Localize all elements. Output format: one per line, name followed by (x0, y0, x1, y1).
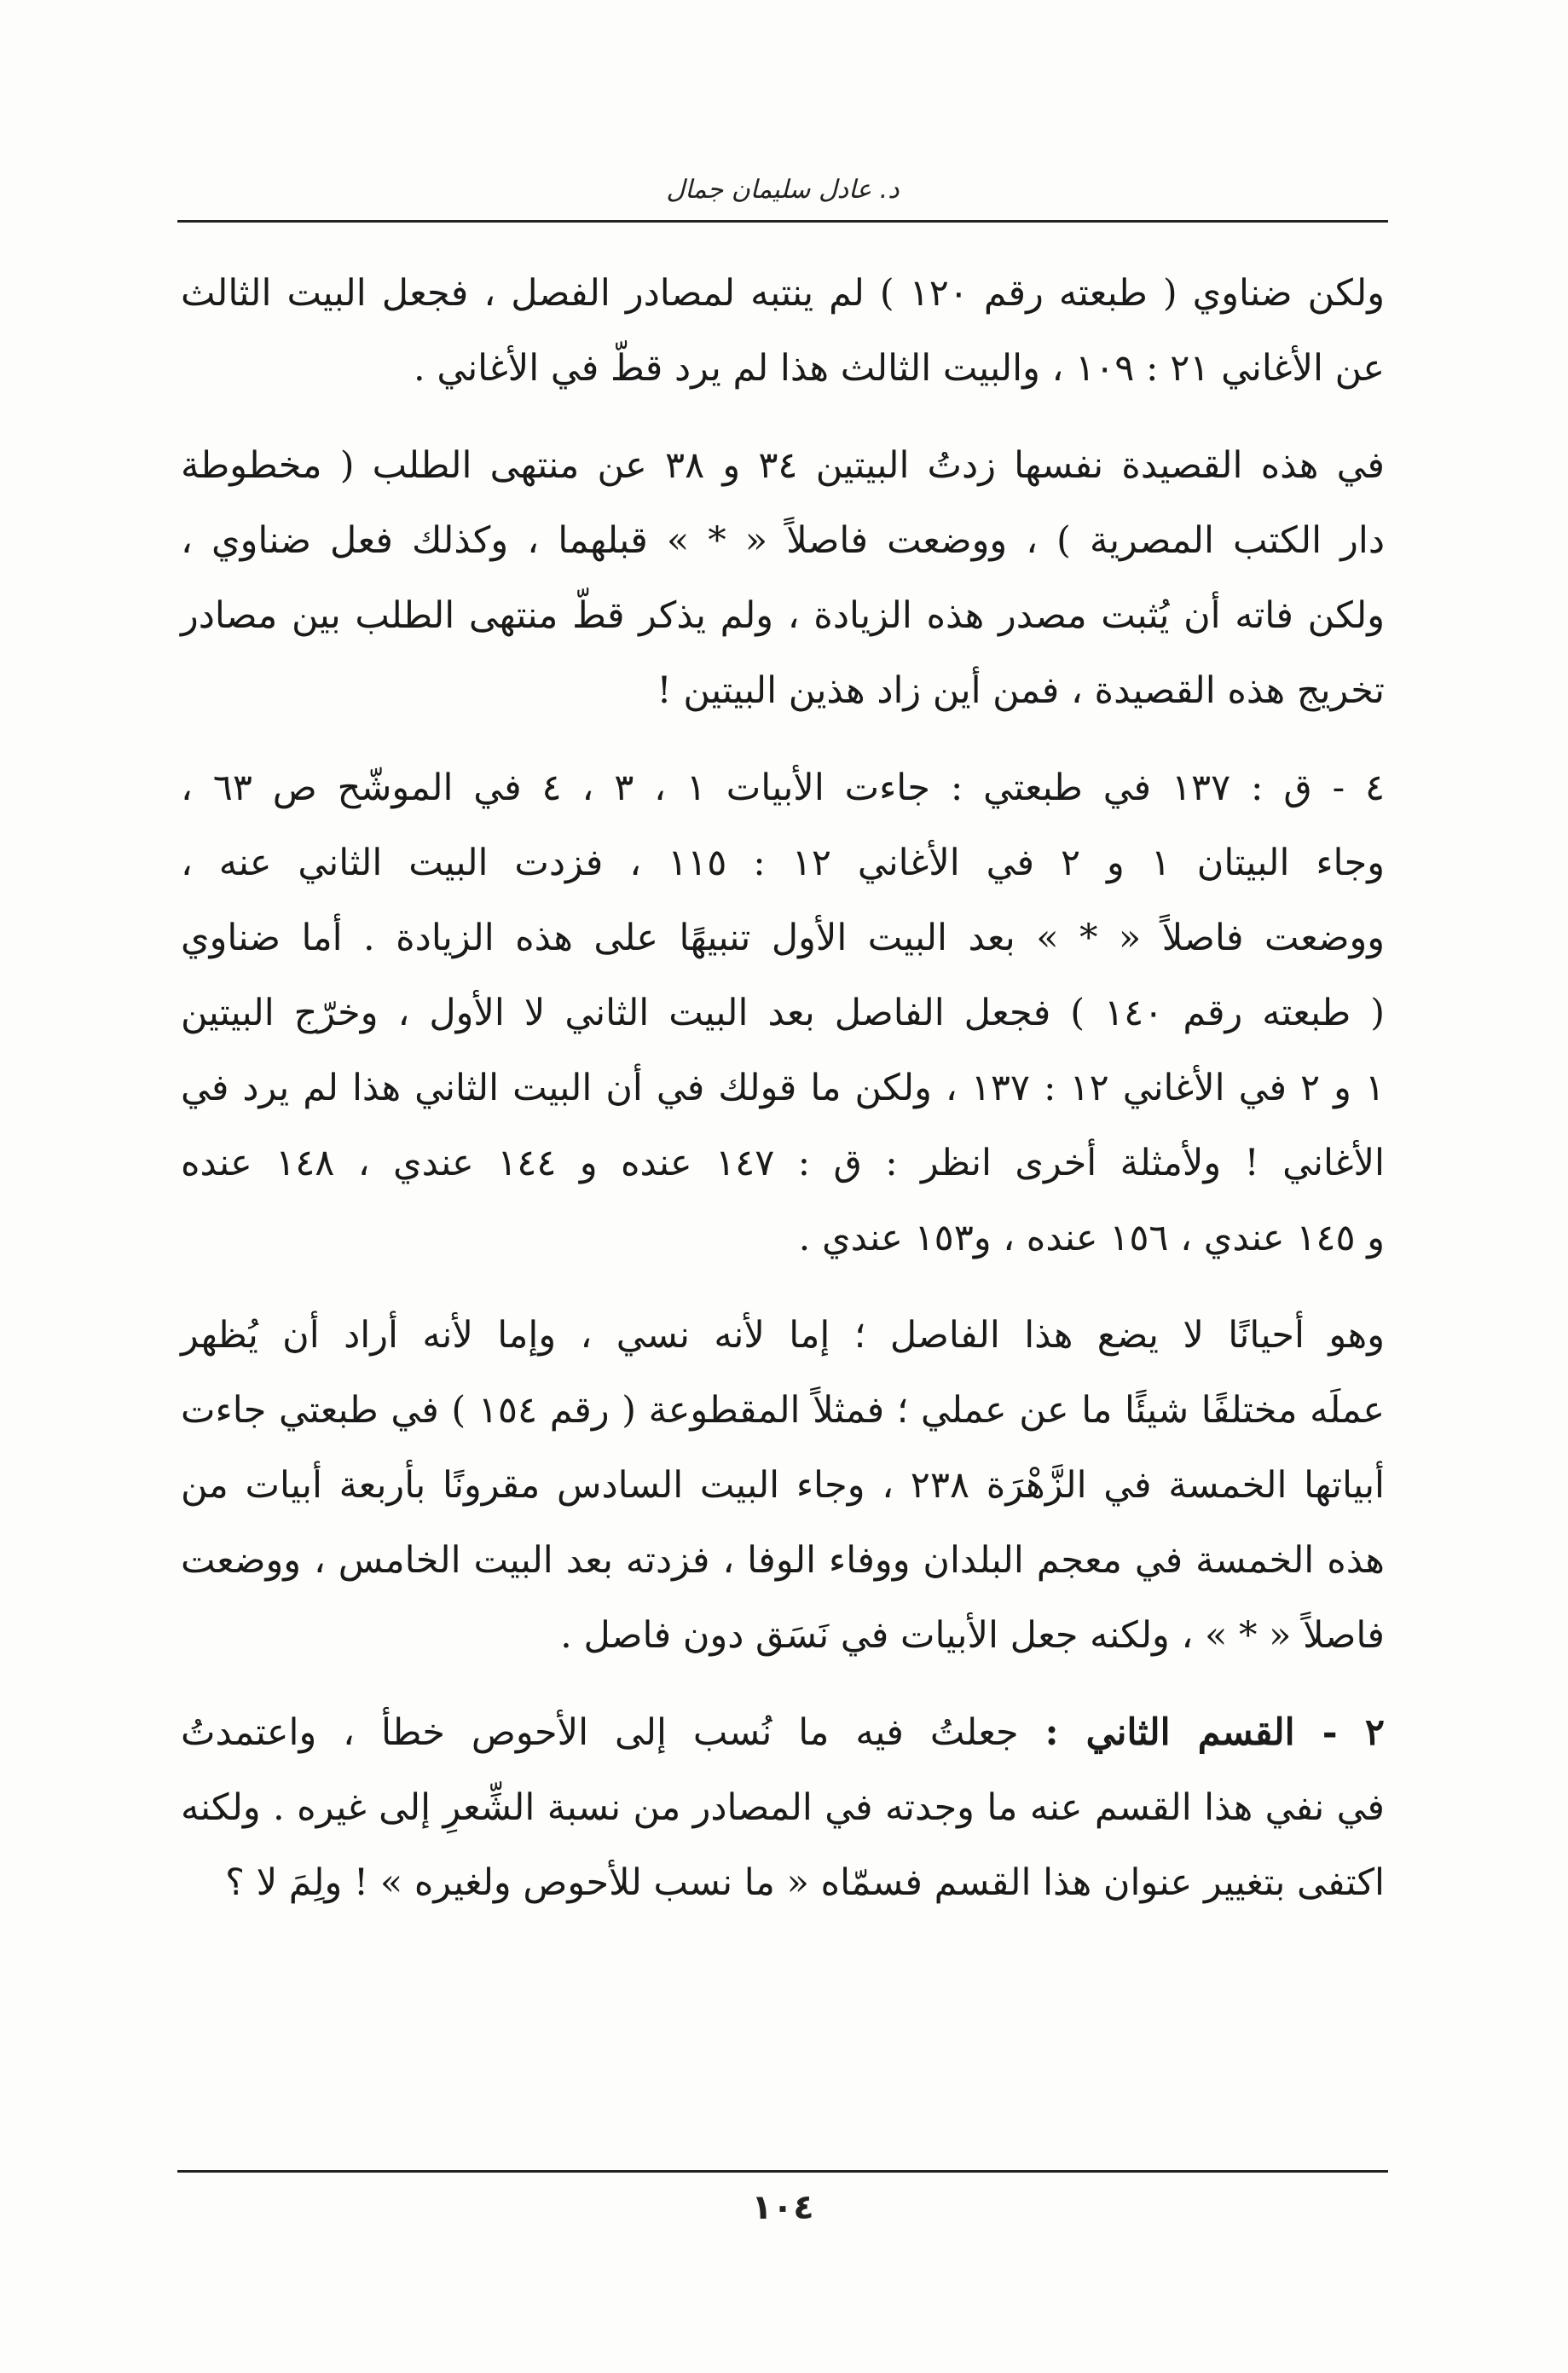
text-line: و ١٤٥ عندي ، ١٥٦ عنده ، و١٥٣ عندي . (798, 1217, 1385, 1259)
paragraph-5 (181, 1695, 1385, 1920)
text-line: عن الأغاني ٢١ : ١٠٩ ، والبيت الثالث هذا لم يرد قطّ في الأغاني . (414, 347, 1385, 390)
paragraph-4 (181, 1298, 1385, 1673)
text-line: تخريج هذه القصيدة ، فمن أين زاد هذين البيتين ! (657, 669, 1385, 712)
text-line: الأغاني ! ولأمثلة أخرى انظر : ق : ١٤٧ عنده و ١٤٤ عندي ، ١٤٨ عنده (181, 1142, 1386, 1184)
running-header (177, 160, 1388, 220)
paragraph-1 (181, 256, 1385, 406)
running-title: د. عادل سليمان جمال (666, 175, 900, 205)
text-line: في نفي هذا القسم عنه ما وجدته في المصادر من نسبة الشِّعرِ إلى غيره . ولكنه (181, 1786, 1385, 1829)
main-text (181, 256, 1385, 1942)
text-line: ١ و ٢ في الأغاني ١٢ : ١٣٧ ، ولكن ما قولك في أن البيت الثاني هذا لم يرد في (181, 1067, 1386, 1109)
text-line: وجاء البيتان ١ و ٢ في الأغاني ١٢ : ١١٥ ، فزدت البيت الثاني عنه ، (181, 842, 1385, 884)
text-line: هذه الخمسة في معجم البلدان ووفاء الوفا ، فزدته بعد البيت الخامس ، ووضعت (181, 1539, 1385, 1582)
section-heading: ٢ - القسم الثاني : (1044, 1711, 1385, 1754)
text-line: ووضعت فاصلاً « * » بعد البيت الأول تنبيهًا على هذه الزيادة . أما ضناوي (181, 917, 1385, 959)
text-line: أبياتها الخمسة في الزَّهْرَة ٢٣٨ ، وجاء البيت السادس مقرونًا بأربعة أبيات من (181, 1464, 1385, 1507)
text-line: في هذه القصيدة نفسها زدتُ البيتين ٣٤ و ٣٨ عن منتهى الطلب ( مخطوطة (181, 444, 1385, 487)
text-run: جعلتُ فيه ما نُسب إلى الأحوص خطأ ، واعتمدتُ (181, 1711, 1045, 1754)
text-line: ( طبعته رقم ١٤٠ ) فجعل الفاصل بعد البيت الثاني لا الأول ، وخرّج البيتين (181, 992, 1385, 1034)
text-line: ولكن ضناوي ( طبعته رقم ١٢٠ ) لم ينتبه لمصادر الفصل ، فجعل البيت الثالث (181, 272, 1385, 315)
text-line: وهو أحيانًا لا يضع هذا الفاصل ؛ إما لأنه نسي ، وإما لأنه أراد أن يُظهر (181, 1314, 1385, 1357)
text-line: اكتفى بتغيير عنوان هذا القسم فسمّاه « ما نسب للأحوص ولغيره » ! ولِمَ لا ؟ (225, 1861, 1385, 1904)
text-line-with-heading (181, 1695, 1385, 1770)
text-line: ٤ - ق : ١٣٧ في طبعتي : جاءت الأبيات ١ ، ٣ ، ٤ في الموشّح ص ٦٣ ، (181, 767, 1386, 809)
text-line: فاصلاً « * » ، ولكنه جعل الأبيات في نَسَق دون فاصل . (560, 1614, 1385, 1657)
page-number: ١٠٤ (751, 2188, 814, 2227)
footer-rule (177, 2170, 1388, 2173)
paragraph-2 (181, 428, 1385, 728)
text-line: عملَه مختلفًا شيئًا ما عن عملي ؛ فمثلاً المقطوعة ( رقم ١٥٤ ) في طبعتي جاءت (181, 1389, 1385, 1432)
text-line: ولكن فاته أن يُثبت مصدر هذه الزيادة ، ولم يذكر قطّ منتهى الطلب بين مصادر (181, 594, 1385, 637)
header-rule (177, 220, 1388, 223)
text-line: دار الكتب المصرية ) ، ووضعت فاصلاً « * » قبلهما ، وكذلك فعل ضناوي ، (181, 519, 1385, 562)
paragraph-3 (181, 750, 1385, 1276)
